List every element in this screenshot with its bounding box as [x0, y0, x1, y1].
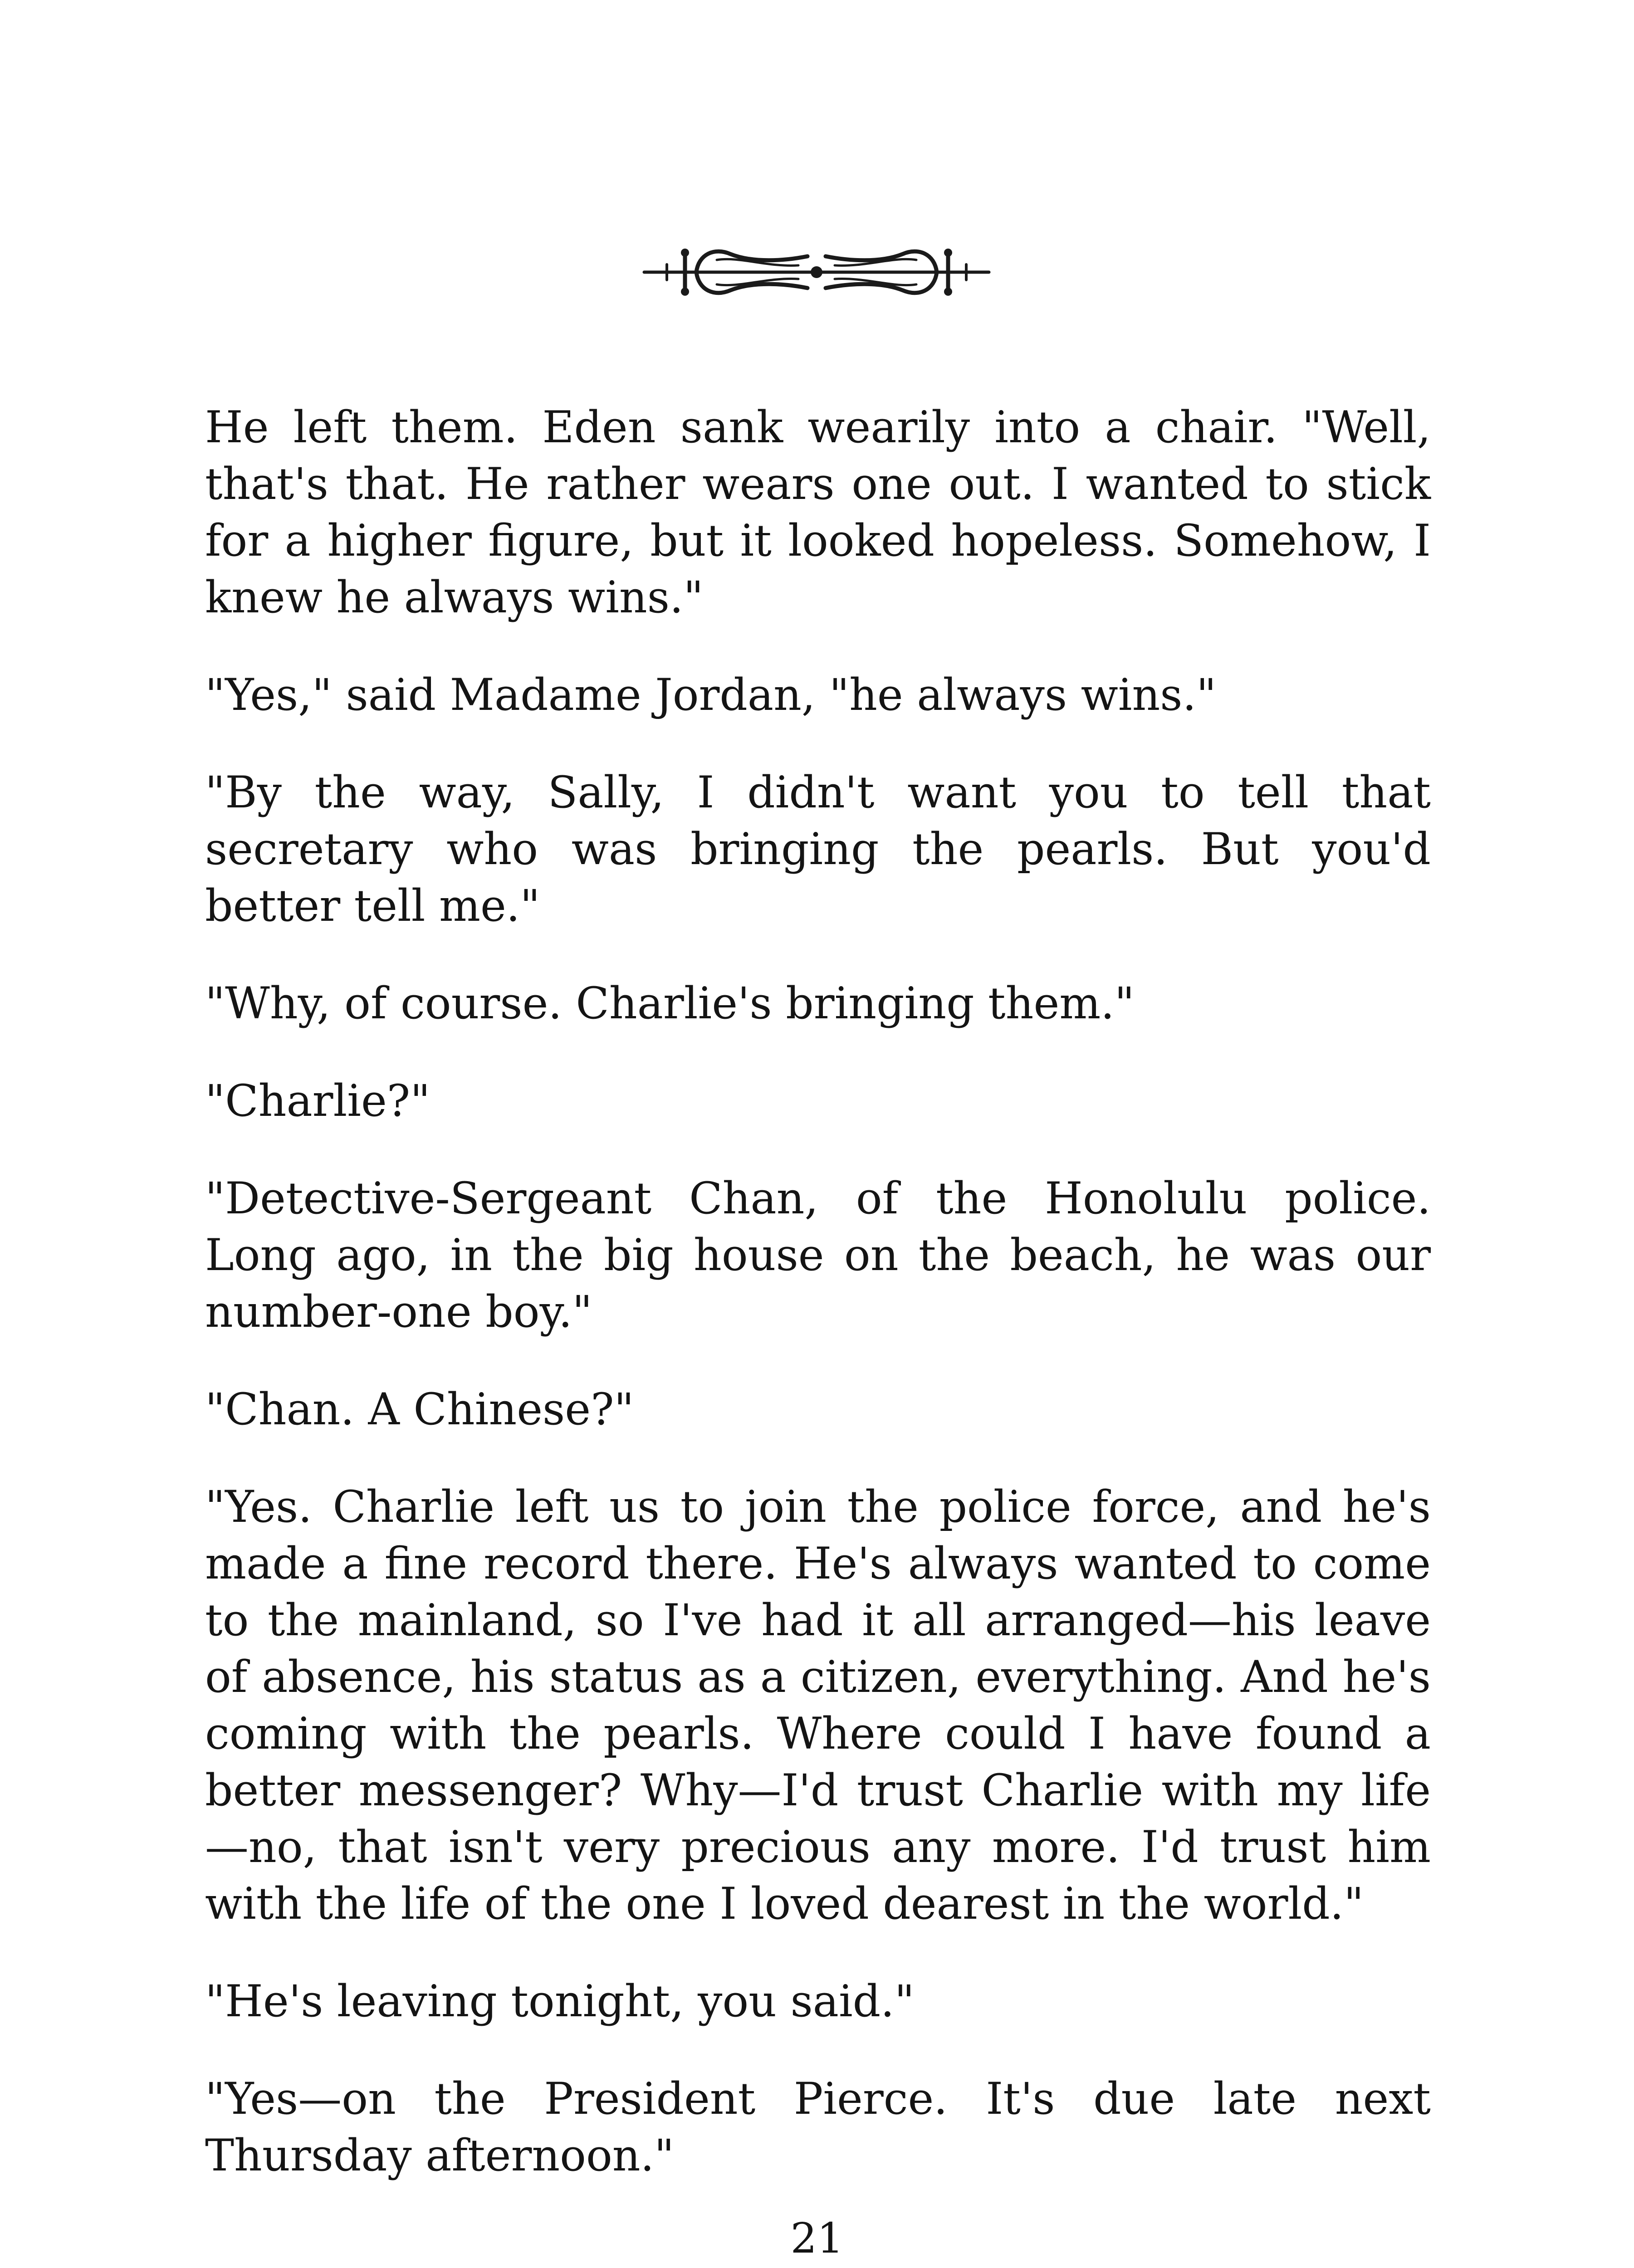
paragraph: "Chan. A Chinese?": [205, 1384, 634, 1435]
paragraph: "By the way, Sally, I didn't want you to tell that secretary who was bringing the pearls. But you'd better tell me.": [205, 767, 1431, 931]
scroll-ornament-icon: [635, 229, 998, 315]
page-number: 21: [790, 2214, 844, 2263]
paragraph: "He's leaving tonight, you said.": [205, 1976, 915, 2027]
paragraph: "Detective-Sergeant Chan, of the Honolulu police. Long ago, in the big house on the beach, he was our number-one boy.": [205, 1173, 1431, 1337]
paragraph: "Yes—on the President Pierce. It's due late next Thursday afternoon.": [205, 2073, 1431, 2181]
paragraph: "Charlie?": [205, 1075, 431, 1126]
page-body: [205, 399, 1431, 2225]
paragraph: "Yes. Charlie left us to join the police force, and he's made a fine record there. He's always wanted to come to the mainland, so I've had it all arranged—his leave of absence, his status as a citizen, everything. And he's coming with the pearls. Where could I have found a better messenger? Why—I'd trust Charlie with my life—no, that isn't very precious any more. I'd trust him with the life of the one I loved dearest in the world.": [205, 1481, 1431, 1929]
paragraph: "Yes," said Madame Jordan, "he always wins.": [205, 670, 1217, 720]
paragraph: He left them. Eden sank wearily into a chair. "Well, that's that. He rather wears one out. I wanted to stick for a higher figure, but it looked hopeless. Somehow, I knew he always wins.": [205, 402, 1431, 623]
paragraph: "Why, of course. Charlie's bringing them.": [205, 978, 1135, 1029]
